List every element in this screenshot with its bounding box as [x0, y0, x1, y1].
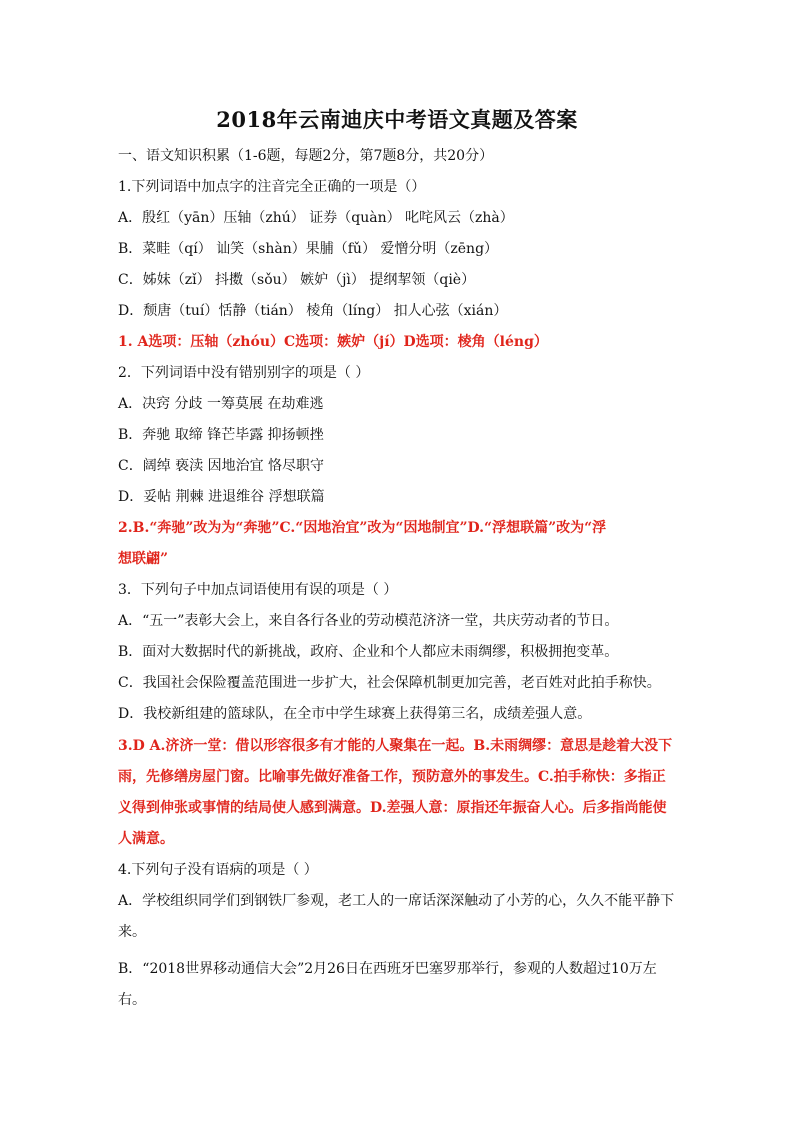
question-3-option-c: C．我国社会保险覆盖范围进一步扩大，社会保障机制更加完善，老百姓对此拍手称快。	[118, 675, 661, 691]
question-3-answer-cont-3: 人满意。	[118, 831, 174, 847]
question-3-option-b: B．面对大数据时代的新挑战，政府、企业和个人都应未雨绸缪，积极拥抱变革。	[118, 644, 619, 660]
question-2-answer-cont: 想联翩”	[118, 551, 169, 567]
question-3-answer-cont-1: 雨，先修缮房屋门窗。比喻事先做好准备工作，预防意外的事发生。C.拍手称快：多指正	[118, 769, 666, 785]
question-1-option-a: A．殷红（yān）压轴（zhú） 证券（quàn） 叱咤风云（zhà）	[118, 210, 514, 226]
question-4-option-a: A．学校组织同学们到钢铁厂参观，老工人的一席话深深触动了小芳的心，久久不能平静下	[118, 893, 675, 909]
question-1-answer: 1. A选项：压轴（zhóu）C选项：嫉妒（jí）D选项：棱角（léng）	[118, 334, 548, 350]
question-2-answer: 2.B.“奔驰”改为为“奔驰”C.“因地治宜”改为“因地制宜”D.“浮想联篇”改为“浮	[118, 520, 607, 536]
question-3-answer: 3.D A.济济一堂：借以形容很多有才能的人聚集在一起。B.未雨绸缪：意思是趁着大没下	[118, 738, 673, 754]
question-3-stem: 3．下列句子中加点词语使用有误的项是（ ）	[118, 582, 398, 598]
section-heading: 一、语文知识积累（1-6题，每题2分，第7题8分，共20分）	[118, 148, 494, 164]
question-1-stem: 1.下列词语中加点字的注音完全正确的一项是（）	[118, 179, 426, 195]
question-4-option-a-cont: 来。	[118, 924, 146, 940]
question-2-option-a: A．决窍 分歧 一筹莫展 在劫难逃	[118, 396, 324, 412]
question-1-option-d: D．颓唐（tuí）恬静（tián） 棱角（líng） 扣人心弦（xián）	[118, 303, 508, 319]
question-2-stem: 2．下列词语中没有错别别字的项是（ ）	[118, 365, 370, 381]
question-2-option-b: B．奔驰 取缔 锋芒毕露 抑扬顿挫	[118, 427, 324, 443]
question-2-option-c: C．阔绰 亵渎 因地治宜 恪尽职守	[118, 458, 325, 474]
question-4-option-b: B．“2018世界移动通信大会”2月26日在西班牙巴塞罗那举行，参观的人数超过10万左	[118, 961, 657, 977]
question-4-option-b-cont: 右。	[118, 992, 146, 1008]
page-title: 2018年云南迪庆中考语文真题及答案	[216, 107, 578, 132]
question-3-option-d: D．我校新组建的篮球队，在全市中学生球赛上获得第三名，成绩差强人意。	[118, 706, 592, 722]
question-4-stem: 4.下列句子没有语病的项是（ ）	[118, 862, 318, 878]
question-1-option-b: B．菜畦（qí） 讪笑（shàn）果脯（fǔ） 爱憎分明（zēng）	[118, 241, 499, 257]
question-3-option-a: A．“五一”表彰大会上，来自各行各业的劳动模范济济一堂，共庆劳动者的节日。	[118, 613, 619, 629]
question-1-option-c: C．姊妹（zǐ） 抖擞（sǒu） 嫉妒（jì） 提纲挈领（qiè）	[118, 272, 476, 288]
question-3-answer-cont-2: 义得到伸张或事情的结局使人感到满意。D.差强人意：原指还年振奋人心。后多指尚能使	[118, 800, 667, 816]
question-2-option-d: D．妥帖 荆棘 进退维谷 浮想联篇	[118, 489, 325, 505]
